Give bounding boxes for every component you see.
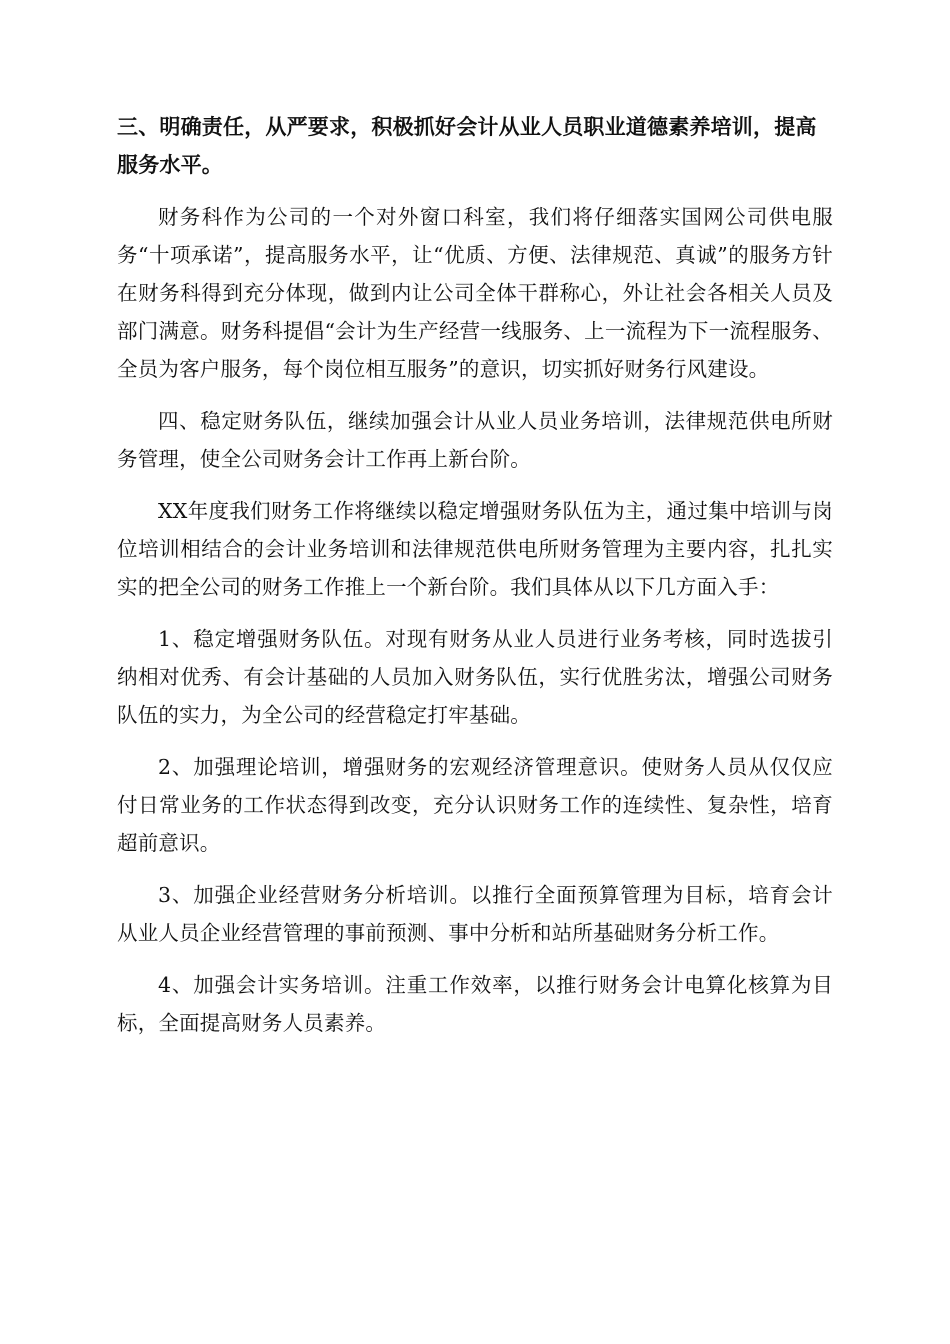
document-page xyxy=(117,108,833,1056)
paragraph-item-1: 1、稳定增强财务队伍。对现有财务从业人员进行业务考核，同时选拔引纳相对优秀、有会计基础的人员加入财务队伍，实行优胜劣汰，增强公司财务队伍的实力，为全公司的经营稳定打牢基础。 xyxy=(117,627,833,727)
paragraph-annual-plan: XX年度我们财务工作将继续以稳定增强财务队伍为主，通过集中培训与岗位培训相结合的会计业务培训和法律规范供电所财务管理为主要内容，扎扎实实的把全公司的财务工作推上一个新台阶。我们具体从以下几方面入手： xyxy=(117,499,833,599)
paragraph-section-four: 四、稳定财务队伍，继续加强会计从业人员业务培训，法律规范供电所财务管理，使全公司财务会计工作再上新台阶。 xyxy=(117,409,833,471)
paragraph-service-window: 财务科作为公司的一个对外窗口科室，我们将仔细落实国网公司供电服务“十项承诺”，提高服务水平，让“优质、方便、法律规范、真诚”的服务方针在财务科得到充分体现，做到内让公司全体干群称心，外让社会各相关人员及部门满意。财务科提倡“会计为生产经营一线服务、上一流程为下一流程服务、全员为客户服务，每个岗位相互服务”的意识，切实抓好财务行风建设。 xyxy=(117,205,833,381)
paragraph-item-2: 2、加强理论培训，增强财务的宏观经济管理意识。使财务人员从仅仅应付日常业务的工作状态得到改变，充分认识财务工作的连续性、复杂性，培育超前意识。 xyxy=(117,755,833,855)
paragraph-item-4: 4、加强会计实务培训。注重工作效率，以推行财务会计电算化核算为目标，全面提高财务人员素养。 xyxy=(117,973,833,1035)
section-heading: 三、明确责任，从严要求，积极抓好会计从业人员职业道德素养培训，提高服务水平。 xyxy=(117,115,817,177)
paragraph-item-3: 3、加强企业经营财务分析培训。以推行全面预算管理为目标，培育会计从业人员企业经营管理的事前预测、事中分析和站所基础财务分析工作。 xyxy=(117,883,833,945)
